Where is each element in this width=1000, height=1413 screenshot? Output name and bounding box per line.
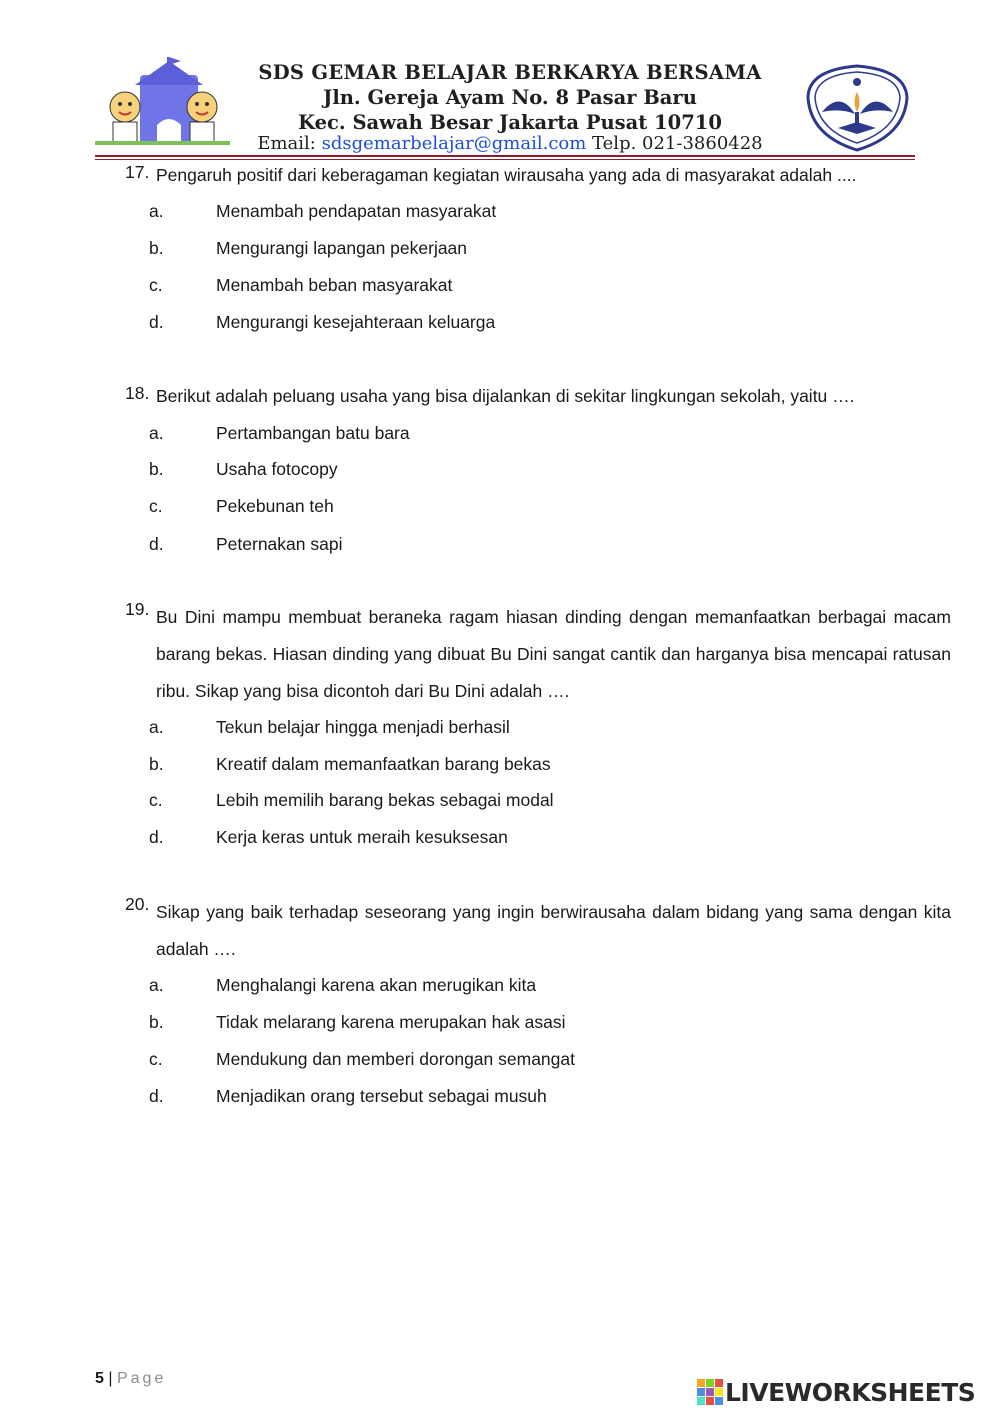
option-b	[125, 235, 951, 262]
school-identity	[220, 60, 800, 135]
option-text: Menjadikan orang tersebut sebagai musuh	[216, 1086, 547, 1106]
school-phone: Telp. 021-3860428	[592, 133, 763, 154]
question-20	[125, 894, 951, 1106]
option-text: Usaha fotocopy	[216, 459, 338, 479]
page-word: Page	[116, 1370, 167, 1387]
brand-name: LIVEWORKSHEETS	[725, 1377, 976, 1407]
school-name: SDS GEMAR BELAJAR BERKARYA BERSAMA	[258, 61, 762, 84]
option-letter: a.	[149, 423, 164, 443]
header-rule-thin	[95, 159, 915, 160]
question-17	[125, 162, 951, 332]
option-text: Lebih memilih barang bekas sebagai modal	[216, 790, 554, 810]
option-text: Mendukung dan memberi dorongan semangat	[216, 1049, 575, 1069]
page-separator: |	[108, 1370, 113, 1387]
school-district: Kec. Sawah Besar Jakarta Pusat 10710	[298, 111, 722, 134]
page-footer	[95, 1370, 166, 1388]
option-d	[125, 1083, 951, 1110]
page-number: 5	[95, 1370, 104, 1387]
option-b	[125, 1009, 951, 1036]
option-d	[125, 824, 951, 851]
option-letter: d.	[149, 827, 164, 847]
option-letter: a.	[149, 975, 164, 995]
option-text: Menambah pendapatan masyarakat	[216, 201, 497, 221]
option-d	[125, 309, 951, 336]
question-text: Sikap yang baik terhadap seseorang yang ingin berwirausaha dalam bidang yang sama dengan kita adalah ….	[156, 902, 951, 959]
option-letter: a.	[149, 717, 164, 737]
question-text: Berikut adalah peluang usaha yang bisa dijalankan di sekitar lingkungan sekolah, yaitu ….	[156, 386, 855, 406]
option-letter: b.	[149, 238, 164, 258]
question-18	[125, 383, 951, 554]
question-text: Bu Dini mampu membuat beraneka ragam hiasan dinding dengan memanfaatkan berbagai macam barang bekas. Hiasan dinding yang dibuat Bu Dini sangat cantik dan harganya bisa mencapai ratusan ribu. Sikap yang bisa dicontoh dari Bu Dini adalah ….	[156, 607, 951, 701]
email-label: Email:	[257, 133, 316, 154]
tut-wuri-handayani-emblem	[800, 62, 915, 154]
header-rule	[95, 155, 915, 157]
option-c	[125, 272, 951, 299]
option-c	[125, 493, 951, 520]
option-c	[125, 787, 951, 814]
option-letter: d.	[149, 1086, 164, 1106]
option-text: Tidak melarang karena merupakan hak asasi	[216, 1012, 566, 1032]
liveworksheets-logo-icon	[697, 1379, 723, 1405]
question-text: Pengaruh positif dari keberagaman kegiatan wirausaha yang ada di masyarakat adalah ....	[156, 165, 857, 185]
option-text: Pekebunan teh	[216, 496, 334, 516]
school-address: Jln. Gereja Ayam No. 8 Pasar Baru	[323, 86, 697, 109]
option-text: Peternakan sapi	[216, 534, 343, 554]
option-letter: a.	[149, 201, 164, 221]
school-email[interactable]: sdsgemarbelajar@gmail.com	[321, 133, 587, 154]
question-number: 20.	[125, 894, 150, 914]
question-number: 19.	[125, 599, 150, 619]
option-letter: c.	[149, 496, 163, 516]
option-text: Kerja keras untuk meraih kesuksesan	[216, 827, 508, 847]
option-d	[125, 531, 951, 558]
option-a	[125, 972, 951, 999]
option-a	[125, 420, 951, 447]
option-b	[125, 456, 951, 483]
option-text: Mengurangi lapangan pekerjaan	[216, 238, 468, 258]
option-text: Menghalangi karena akan merugikan kita	[216, 975, 537, 995]
option-letter: c.	[149, 1049, 163, 1069]
school-contact	[220, 132, 800, 156]
option-text: Menambah beban masyarakat	[216, 275, 453, 295]
option-a	[125, 714, 951, 741]
option-letter: b.	[149, 459, 164, 479]
option-letter: d.	[149, 312, 164, 332]
option-b	[125, 751, 951, 778]
option-letter: d.	[149, 534, 164, 554]
option-letter: c.	[149, 790, 163, 810]
question-number: 17.	[125, 162, 150, 182]
option-a	[125, 198, 951, 225]
option-letter: c.	[149, 275, 163, 295]
school-logo	[95, 55, 230, 150]
liveworksheets-brand[interactable]	[697, 1376, 975, 1408]
option-text: Tekun belajar hingga menjadi berhasil	[216, 717, 510, 737]
option-text: Mengurangi kesejahteraan keluarga	[216, 312, 496, 332]
option-letter: b.	[149, 754, 164, 774]
option-text: Kreatif dalam memanfaatkan barang bekas	[216, 754, 551, 774]
letterhead	[0, 0, 1000, 165]
question-number: 18.	[125, 383, 150, 403]
option-letter: b.	[149, 1012, 164, 1032]
question-19	[125, 599, 951, 847]
option-text: Pertambangan batu bara	[216, 423, 410, 443]
option-c	[125, 1046, 951, 1073]
